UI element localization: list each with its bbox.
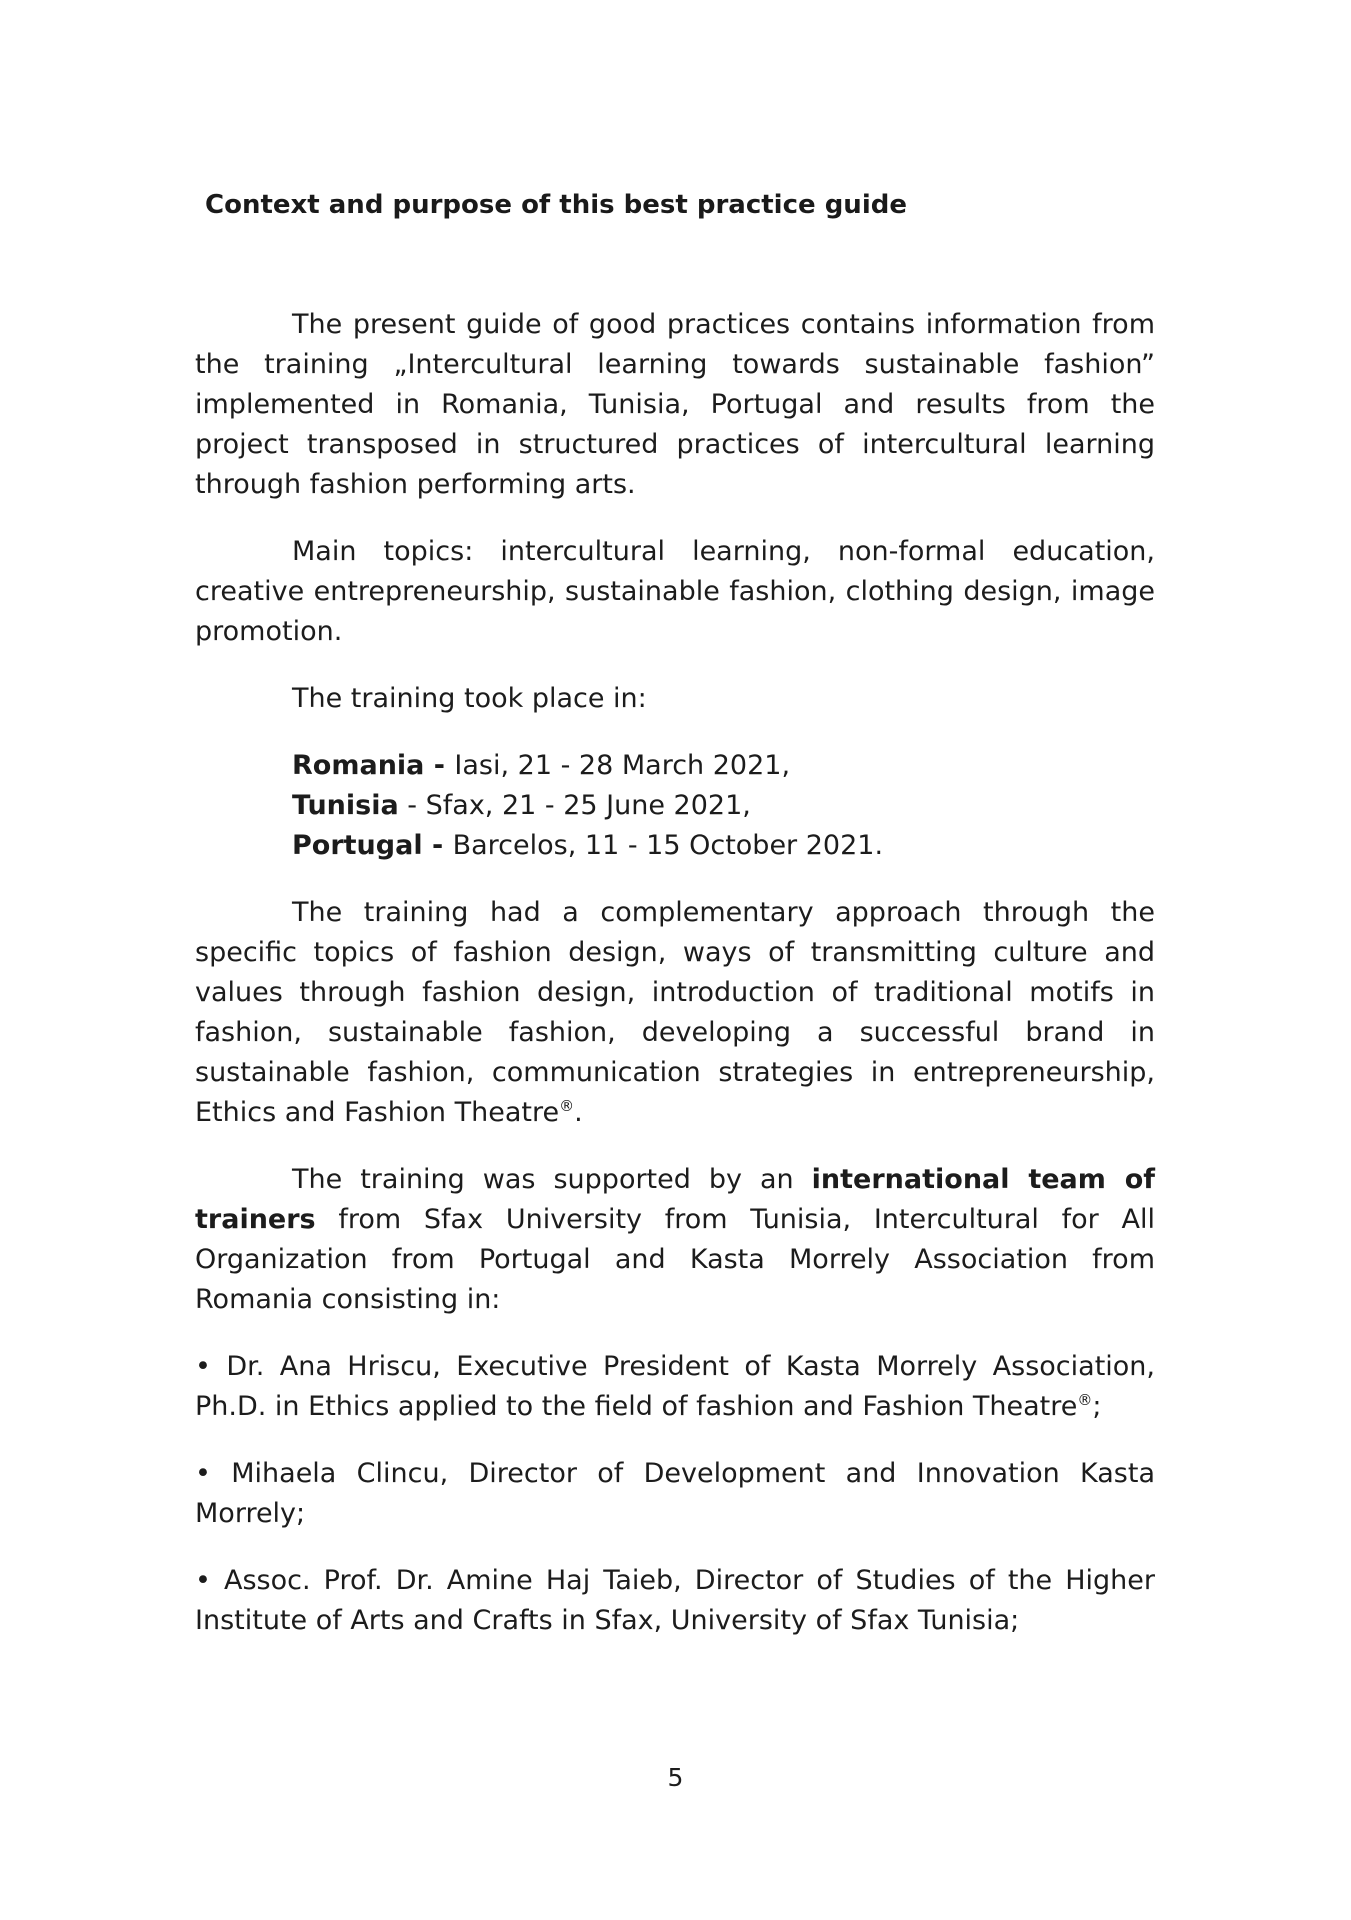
bullet-text: • Assoc. Prof. Dr. Amine Haj Taieb, Director of Studies of the Higher Institute of Arts and Crafts in Sfax, University of Sfax Tunisia; <box>195 1565 1155 1636</box>
paragraph-training-places: The training took place in: <box>292 683 647 714</box>
paragraph-main-topics: Main topics: intercultural learning, non-formal education, creative entrepreneurship, sustainable fashion, clothing design, image promotion. <box>195 536 1155 647</box>
location-details: Sfax, 21 - 25 June 2021, <box>425 790 751 821</box>
registered-mark: ® <box>1077 1391 1093 1409</box>
approach-text: The training had a complementary approach through the specific topics of fashion design, ways of transmitting culture and values through fashion design, introduction of traditional motifs in fashion, sustainable fashion, developing a successful brand in sustainable fashion, communication strategies in entrepreneurship, Ethics and Fashion Theatre <box>195 897 1155 1128</box>
page-number: 5 <box>667 1763 684 1792</box>
section-heading: Context and purpose of this best practice guide <box>205 190 907 220</box>
paragraph-trainers <box>195 1160 1155 1320</box>
location-separator: - <box>422 830 453 861</box>
trainers-after: from Sfax University from Tunisia, Intercultural for All Organization from Portugal and Kasta Morrely Association from Romania consisting in: <box>195 1204 1155 1315</box>
list-item <box>195 1561 1155 1641</box>
list-item <box>195 1454 1155 1534</box>
location-country: Portugal <box>292 830 423 861</box>
location-romania <box>292 746 1155 786</box>
trainers-before: The training was supported by an <box>292 1164 812 1195</box>
paragraph-intro: The present guide of good practices contains information from the training „Intercultural learning towards sustainable fashion” implemented in Romania, Tunisia, Portugal and results from the project transposed in structured practices of intercultural learning through fashion performing arts. <box>195 309 1155 500</box>
location-tunisia <box>292 786 1155 826</box>
location-list <box>292 746 1155 866</box>
approach-end: . <box>574 1097 583 1128</box>
list-item <box>195 1347 1155 1427</box>
location-portugal <box>292 826 1155 866</box>
bullet-text: • Mihaela Clincu, Director of Development and Innovation Kasta Morrely; <box>195 1458 1155 1529</box>
registered-mark: ® <box>559 1097 575 1115</box>
location-details: Iasi, 21 - 28 March 2021, <box>454 750 791 781</box>
location-separator: - <box>424 750 455 781</box>
location-separator: - <box>398 790 426 821</box>
bullet-text: • Dr. Ana Hriscu, Executive President of Kasta Morrely Association, Ph.D. in Ethics applied to the field of fashion and Fashion Theatre <box>195 1351 1155 1422</box>
bullet-end: ; <box>1092 1391 1102 1422</box>
paragraph-approach <box>195 893 1155 1133</box>
trainers-bold: international team of trainers <box>195 1164 1155 1235</box>
location-details: Barcelos, 11 - 15 October 2021. <box>452 830 884 861</box>
location-country: Romania <box>292 750 425 781</box>
location-country: Tunisia <box>292 790 399 821</box>
body-text <box>195 305 1155 1668</box>
